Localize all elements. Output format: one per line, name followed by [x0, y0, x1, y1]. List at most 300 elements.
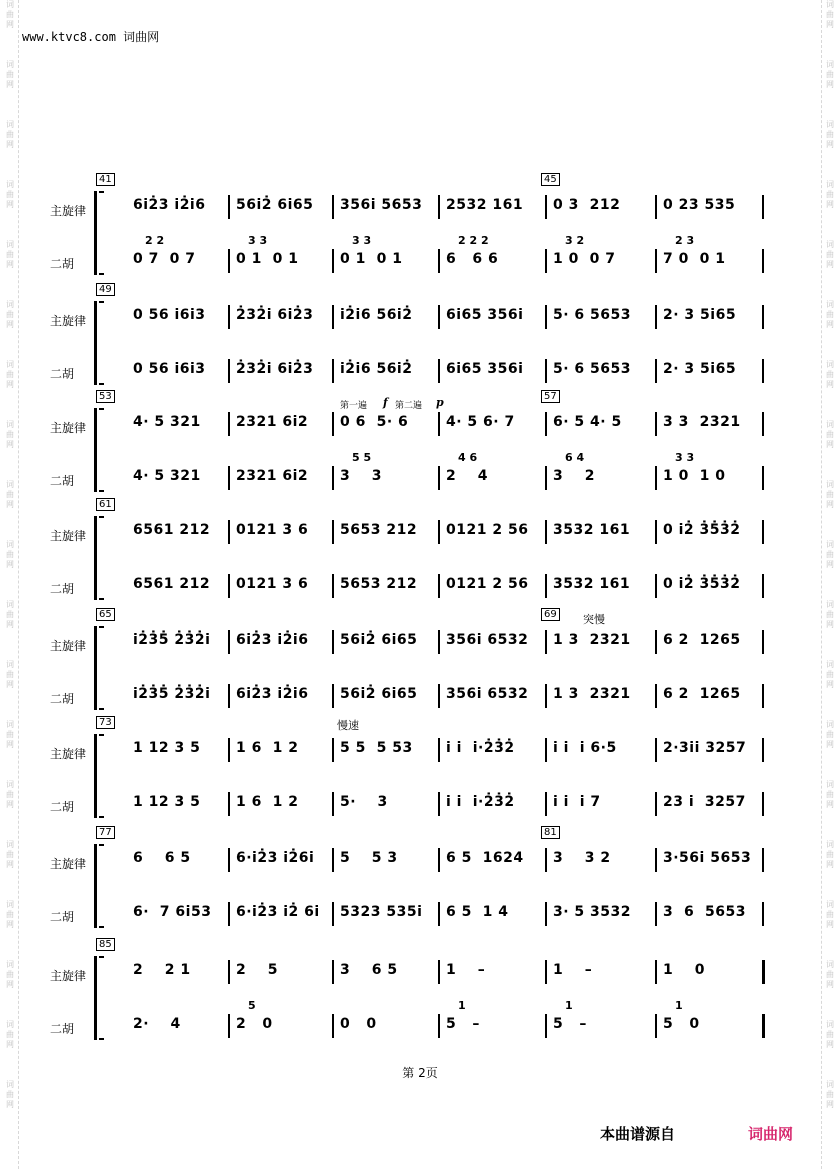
melody-label: 主旋律	[50, 857, 87, 871]
melody-notes: 1 –	[446, 962, 486, 978]
melody-notes: 2 5	[236, 962, 278, 978]
watermark-char: 曲	[826, 610, 834, 619]
barline	[228, 574, 230, 598]
barline	[655, 195, 657, 219]
barline	[762, 305, 764, 329]
watermark-char: 网	[6, 920, 14, 929]
watermark-char: 网	[6, 140, 14, 149]
melody-notes: 5 5 3	[340, 850, 398, 866]
watermark-char: 曲	[6, 1090, 14, 1099]
melody-notes: 5 5 5 53	[340, 740, 413, 756]
watermark-char: 词	[6, 900, 14, 909]
erhu-notes: 2· 3 5i65	[663, 361, 737, 377]
erhu-notes: 6i65 356i	[446, 361, 524, 377]
barline	[228, 466, 230, 490]
watermark-char: 曲	[826, 250, 834, 259]
melody-notes: 3 6 5	[340, 962, 398, 978]
measure-number: 45	[541, 173, 560, 186]
watermark-char: 曲	[6, 670, 14, 679]
dynamic-forte: f	[383, 396, 388, 409]
watermark-char: 网	[826, 920, 834, 929]
melody-notes: 56i2̇ 6i65	[236, 197, 314, 213]
watermark-char: 曲	[6, 610, 14, 619]
watermark-char: 词	[826, 1020, 834, 1029]
melody-notes: 0 i2̇ 3̇5̇3̇2̇	[663, 522, 741, 538]
erhu-notes: 1 6 1 2	[236, 794, 299, 810]
erhu-double-stop: 3 3	[248, 234, 268, 247]
erhu-label: 二胡	[50, 582, 75, 596]
erhu-notes: 5 –	[553, 1016, 587, 1032]
barline	[228, 792, 230, 816]
erhu-notes: 4· 5 321	[133, 468, 201, 484]
barline	[545, 960, 547, 984]
erhu-double-stop: 4 6	[458, 451, 478, 464]
melody-notes: 2· 3 5i65	[663, 307, 737, 323]
watermark-char: 曲	[826, 1030, 834, 1039]
system-brace	[94, 408, 105, 492]
erhu-notes: 2 0	[236, 1016, 273, 1032]
watermark-char: 词	[826, 480, 834, 489]
barline	[332, 848, 334, 872]
watermark-char: 曲	[826, 790, 834, 799]
watermark-char: 曲	[6, 490, 14, 499]
erhu-notes: 6· 7 6i53	[133, 904, 212, 920]
barline	[438, 630, 440, 654]
watermark-char: 词	[6, 960, 14, 969]
score-system	[0, 174, 840, 295]
barline	[228, 630, 230, 654]
watermark-char: 网	[826, 320, 834, 329]
barline	[545, 412, 547, 436]
melody-notes: i i i 6·5	[553, 740, 617, 756]
watermark-char: 曲	[826, 970, 834, 979]
erhu-notes: 5· 3	[340, 794, 388, 810]
system-brace	[94, 301, 105, 385]
watermark-char: 词	[6, 660, 14, 669]
watermark-char: 网	[826, 620, 834, 629]
erhu-notes: 0 i2̇ 3̇5̇3̇2̇	[663, 576, 741, 592]
watermark-char: 曲	[826, 70, 834, 79]
erhu-double-stop: 6 4	[565, 451, 585, 464]
erhu-notes: 5323 535i	[340, 904, 423, 920]
erhu-notes: 3· 5 3532	[553, 904, 632, 920]
erhu-notes: 2321 6i2	[236, 468, 309, 484]
watermark-char: 曲	[6, 550, 14, 559]
erhu-notes: 2· 4	[133, 1016, 181, 1032]
watermark-char: 词	[6, 720, 14, 729]
erhu-notes: 0 0	[340, 1016, 377, 1032]
barline	[438, 684, 440, 708]
barline	[228, 902, 230, 926]
melody-notes: 1 12 3 5	[133, 740, 201, 756]
melody-notes: i2̇i6 56i2̇	[340, 307, 413, 323]
barline	[655, 902, 657, 926]
erhu-notes: 6·i2̇3 i2̇ 6i	[236, 904, 320, 920]
barline	[545, 1014, 547, 1038]
watermark-char: 网	[826, 200, 834, 209]
barline	[545, 466, 547, 490]
erhu-notes: 5· 6 5653	[553, 361, 632, 377]
erhu-notes: i2̇i6 56i2̇	[340, 361, 413, 377]
barline	[438, 848, 440, 872]
barline	[332, 738, 334, 762]
barline	[228, 520, 230, 544]
watermark-char: 网	[826, 680, 834, 689]
watermark-char: 曲	[826, 190, 834, 199]
measure-number: 65	[96, 608, 115, 621]
watermark-char: 曲	[6, 250, 14, 259]
watermark-char: 网	[6, 980, 14, 989]
watermark-char: 词	[826, 60, 834, 69]
erhu-notes: 56i2̇ 6i65	[340, 686, 418, 702]
watermark-char: 曲	[826, 1090, 834, 1099]
watermark-char: 网	[6, 1040, 14, 1049]
melody-notes: 6 5 1624	[446, 850, 524, 866]
barline	[545, 630, 547, 654]
barline	[655, 305, 657, 329]
erhu-notes: 3532 161	[553, 576, 631, 592]
measure-number: 41	[96, 173, 115, 186]
page-number: 第 2页	[402, 1066, 438, 1080]
watermark-char: 词	[826, 840, 834, 849]
watermark-char: 词	[6, 420, 14, 429]
watermark-char: 曲	[6, 970, 14, 979]
watermark-char: 词	[6, 180, 14, 189]
melody-notes: 0 56 i6i3	[133, 307, 206, 323]
melody-notes: 56i2̇ 6i65	[340, 632, 418, 648]
watermark-char: 网	[6, 740, 14, 749]
score-system	[0, 827, 840, 948]
barline	[655, 520, 657, 544]
erhu-notes: 0121 2 56	[446, 576, 529, 592]
watermark-char: 词	[826, 300, 834, 309]
barline	[762, 1014, 765, 1038]
melody-notes: 6· 5 4· 5	[553, 414, 622, 430]
melody-notes: i2̇3̇5̇ 2̇3̇2̇i	[133, 632, 211, 648]
barline	[655, 412, 657, 436]
erhu-double-stop: 2 2	[145, 234, 165, 247]
barline	[655, 1014, 657, 1038]
watermark-char: 词	[6, 480, 14, 489]
barline	[438, 738, 440, 762]
erhu-notes: 0121 3 6	[236, 576, 309, 592]
erhu-notes: 6 6 6	[446, 251, 499, 267]
watermark-char: 词	[826, 1080, 834, 1089]
melody-label: 主旋律	[50, 529, 87, 543]
watermark-char: 网	[6, 20, 14, 29]
barline	[655, 249, 657, 273]
watermark-char: 曲	[6, 790, 14, 799]
watermark-char: 词	[826, 0, 834, 9]
source-site: 词曲网	[748, 1125, 794, 1143]
erhu-notes: 0 1 0 1	[236, 251, 299, 267]
watermark-char: 曲	[826, 130, 834, 139]
erhu-notes: 1 3 2321	[553, 686, 631, 702]
barline	[762, 195, 764, 219]
second-pass-label: 第二遍	[395, 401, 423, 411]
melody-notes: 1 3 2321	[553, 632, 631, 648]
watermark-char: 网	[6, 320, 14, 329]
system-brace	[94, 956, 105, 1040]
erhu-notes: i i i 7	[553, 794, 601, 810]
watermark-char: 网	[6, 500, 14, 509]
watermark-char: 词	[6, 600, 14, 609]
watermark-char: 词	[6, 1020, 14, 1029]
erhu-notes: 3 6 5653	[663, 904, 746, 920]
barline	[762, 684, 764, 708]
melody-notes: 6 6 5	[133, 850, 191, 866]
barline	[228, 1014, 230, 1038]
watermark-char: 曲	[6, 70, 14, 79]
watermark-char: 曲	[826, 850, 834, 859]
melody-label: 主旋律	[50, 421, 87, 435]
erhu-label: 二胡	[50, 367, 75, 381]
watermark-char: 网	[826, 440, 834, 449]
measure-number: 57	[541, 390, 560, 403]
barline	[332, 902, 334, 926]
melody-notes: 6i65 356i	[446, 307, 524, 323]
barline	[332, 305, 334, 329]
barline	[762, 960, 765, 984]
watermark-char: 词	[826, 360, 834, 369]
measure-number: 77	[96, 826, 115, 839]
erhu-double-stop: 5 5	[352, 451, 372, 464]
erhu-notes: 23 i 3257	[663, 794, 746, 810]
erhu-notes: 5 0	[663, 1016, 700, 1032]
watermark-char: 网	[6, 860, 14, 869]
measure-number: 85	[96, 938, 115, 951]
watermark-char: 曲	[6, 430, 14, 439]
watermark-char: 曲	[6, 730, 14, 739]
watermark-char: 词	[6, 240, 14, 249]
melody-notes: 3 3 2	[553, 850, 611, 866]
barline	[228, 960, 230, 984]
barline	[438, 249, 440, 273]
barline	[545, 684, 547, 708]
system-brace	[94, 191, 105, 275]
watermark-char: 曲	[6, 310, 14, 319]
watermark-char: 词	[6, 0, 14, 9]
watermark-char: 曲	[826, 730, 834, 739]
watermark-char: 网	[826, 20, 834, 29]
barline	[438, 520, 440, 544]
barline	[228, 249, 230, 273]
barline	[438, 960, 440, 984]
melody-label: 主旋律	[50, 969, 87, 983]
watermark-char: 词	[826, 900, 834, 909]
barline	[545, 195, 547, 219]
watermark-char: 词	[6, 60, 14, 69]
melody-notes: 3 3 2321	[663, 414, 741, 430]
system-brace	[94, 844, 105, 928]
melody-notes: 2·3ii 3257	[663, 740, 747, 756]
barline	[438, 792, 440, 816]
melody-notes: 1 6 1 2	[236, 740, 299, 756]
watermark-char: 曲	[6, 190, 14, 199]
barline	[438, 1014, 440, 1038]
system-brace	[94, 516, 105, 600]
watermark-char: 曲	[826, 10, 834, 19]
barline	[545, 738, 547, 762]
watermark-char: 词	[826, 540, 834, 549]
barline	[762, 412, 764, 436]
erhu-double-stop: 3 3	[352, 234, 372, 247]
watermark-char: 网	[6, 560, 14, 569]
melody-notes: 6i2̇3 i2̇i6	[236, 632, 309, 648]
barline	[762, 902, 764, 926]
barline	[545, 359, 547, 383]
erhu-notes: 6561 212	[133, 576, 211, 592]
melody-notes: 3·56i 5653	[663, 850, 752, 866]
watermark-char: 网	[6, 80, 14, 89]
slow-tempo-label: 慢速	[337, 719, 359, 732]
score-system	[0, 499, 840, 620]
barline	[438, 359, 440, 383]
erhu-notes: 6i2̇3 i2̇i6	[236, 686, 309, 702]
watermark-char: 网	[826, 80, 834, 89]
melody-label: 主旋律	[50, 204, 87, 218]
barline	[332, 684, 334, 708]
erhu-double-stop: 1	[675, 999, 683, 1012]
watermark-char: 网	[826, 140, 834, 149]
barline	[545, 902, 547, 926]
erhu-notes: 2 4	[446, 468, 488, 484]
barline	[655, 684, 657, 708]
watermark-char: 词	[6, 300, 14, 309]
watermark-char: 词	[826, 240, 834, 249]
watermark-char: 曲	[6, 10, 14, 19]
barline	[545, 574, 547, 598]
erhu-double-stop: 5	[248, 999, 256, 1012]
erhu-double-stop: 1	[458, 999, 466, 1012]
melody-notes: 2̇32̇i 6i2̇3	[236, 307, 314, 323]
melody-notes: 3532 161	[553, 522, 631, 538]
watermark-char: 网	[826, 380, 834, 389]
watermark-char: 网	[826, 260, 834, 269]
score-system	[0, 284, 840, 405]
barline	[332, 520, 334, 544]
erhu-label: 二胡	[50, 910, 75, 924]
watermark-char: 曲	[6, 910, 14, 919]
watermark-char: 词	[826, 420, 834, 429]
erhu-notes: 0 7 0 7	[133, 251, 196, 267]
barline	[332, 1014, 334, 1038]
barline	[762, 848, 764, 872]
melody-notes: 356i 6532	[446, 632, 529, 648]
watermark-char: 曲	[826, 490, 834, 499]
measure-number: 61	[96, 498, 115, 511]
watermark-char: 网	[826, 980, 834, 989]
erhu-notes: i2̇3̇5̇ 2̇3̇2̇i	[133, 686, 211, 702]
first-pass-label: 第一遍	[340, 401, 368, 411]
melody-notes: 2321 6i2	[236, 414, 309, 430]
watermark-char: 词	[826, 960, 834, 969]
melody-notes: 1 –	[553, 962, 593, 978]
watermark-char: 网	[6, 200, 14, 209]
barline	[762, 249, 764, 273]
barline	[655, 792, 657, 816]
barline	[228, 412, 230, 436]
system-brace	[94, 626, 105, 710]
watermark-char: 词	[6, 780, 14, 789]
barline	[655, 960, 657, 984]
erhu-notes: 5653 212	[340, 576, 418, 592]
erhu-notes: 3 3	[340, 468, 382, 484]
melody-notes: 6i2̇3 i2̇i6	[133, 197, 206, 213]
erhu-label: 二胡	[50, 257, 75, 271]
measure-number: 69	[541, 608, 560, 621]
site-url: www.ktvc8.com 词曲网	[22, 30, 160, 44]
watermark-char: 词	[6, 360, 14, 369]
watermark-char: 网	[6, 380, 14, 389]
sudden-slow-label: 突慢	[583, 613, 605, 626]
erhu-notes: 1 12 3 5	[133, 794, 201, 810]
barline	[762, 520, 764, 544]
melody-notes: 0 6 5· 6	[340, 414, 409, 430]
barline	[655, 359, 657, 383]
melody-notes: 5653 212	[340, 522, 418, 538]
melody-notes: 0 3 212	[553, 197, 621, 213]
barline	[438, 466, 440, 490]
melody-label: 主旋律	[50, 314, 87, 328]
erhu-notes: 2̇32̇i 6i2̇3	[236, 361, 314, 377]
watermark-char: 曲	[826, 430, 834, 439]
erhu-label: 二胡	[50, 800, 75, 814]
barline	[438, 574, 440, 598]
measure-number: 73	[96, 716, 115, 729]
watermark-char: 网	[826, 500, 834, 509]
barline	[545, 305, 547, 329]
melody-label: 主旋律	[50, 747, 87, 761]
watermark-char: 曲	[826, 550, 834, 559]
watermark-char: 词	[6, 840, 14, 849]
barline	[332, 960, 334, 984]
watermark-char: 曲	[6, 850, 14, 859]
barline	[228, 848, 230, 872]
melody-notes: 0121 3 6	[236, 522, 309, 538]
melody-notes: 2532 161	[446, 197, 524, 213]
watermark-char: 曲	[826, 370, 834, 379]
barline	[655, 630, 657, 654]
erhu-notes: 6 5 1 4	[446, 904, 509, 920]
melody-notes: 1 0	[663, 962, 705, 978]
erhu-notes: 7 0 0 1	[663, 251, 726, 267]
erhu-notes: 6 2 1265	[663, 686, 741, 702]
barline	[762, 630, 764, 654]
watermark-char: 网	[826, 860, 834, 869]
watermark-char: 词	[826, 600, 834, 609]
melody-notes: 2 2 1	[133, 962, 191, 978]
watermark-char: 词	[6, 120, 14, 129]
score-system	[0, 939, 840, 1060]
watermark-char: 网	[6, 620, 14, 629]
erhu-notes: 1 0 1 0	[663, 468, 726, 484]
barline	[655, 738, 657, 762]
barline	[545, 848, 547, 872]
melody-notes: 5· 6 5653	[553, 307, 632, 323]
barline	[332, 792, 334, 816]
erhu-notes: 0 56 i6i3	[133, 361, 206, 377]
barline	[438, 412, 440, 436]
erhu-notes: 1 0 0 7	[553, 251, 616, 267]
erhu-double-stop: 3 2	[565, 234, 585, 247]
watermark-char: 网	[6, 800, 14, 809]
erhu-label: 二胡	[50, 1022, 75, 1036]
measure-number: 53	[96, 390, 115, 403]
barline	[332, 630, 334, 654]
melody-label: 主旋律	[50, 639, 87, 653]
erhu-notes: 356i 6532	[446, 686, 529, 702]
